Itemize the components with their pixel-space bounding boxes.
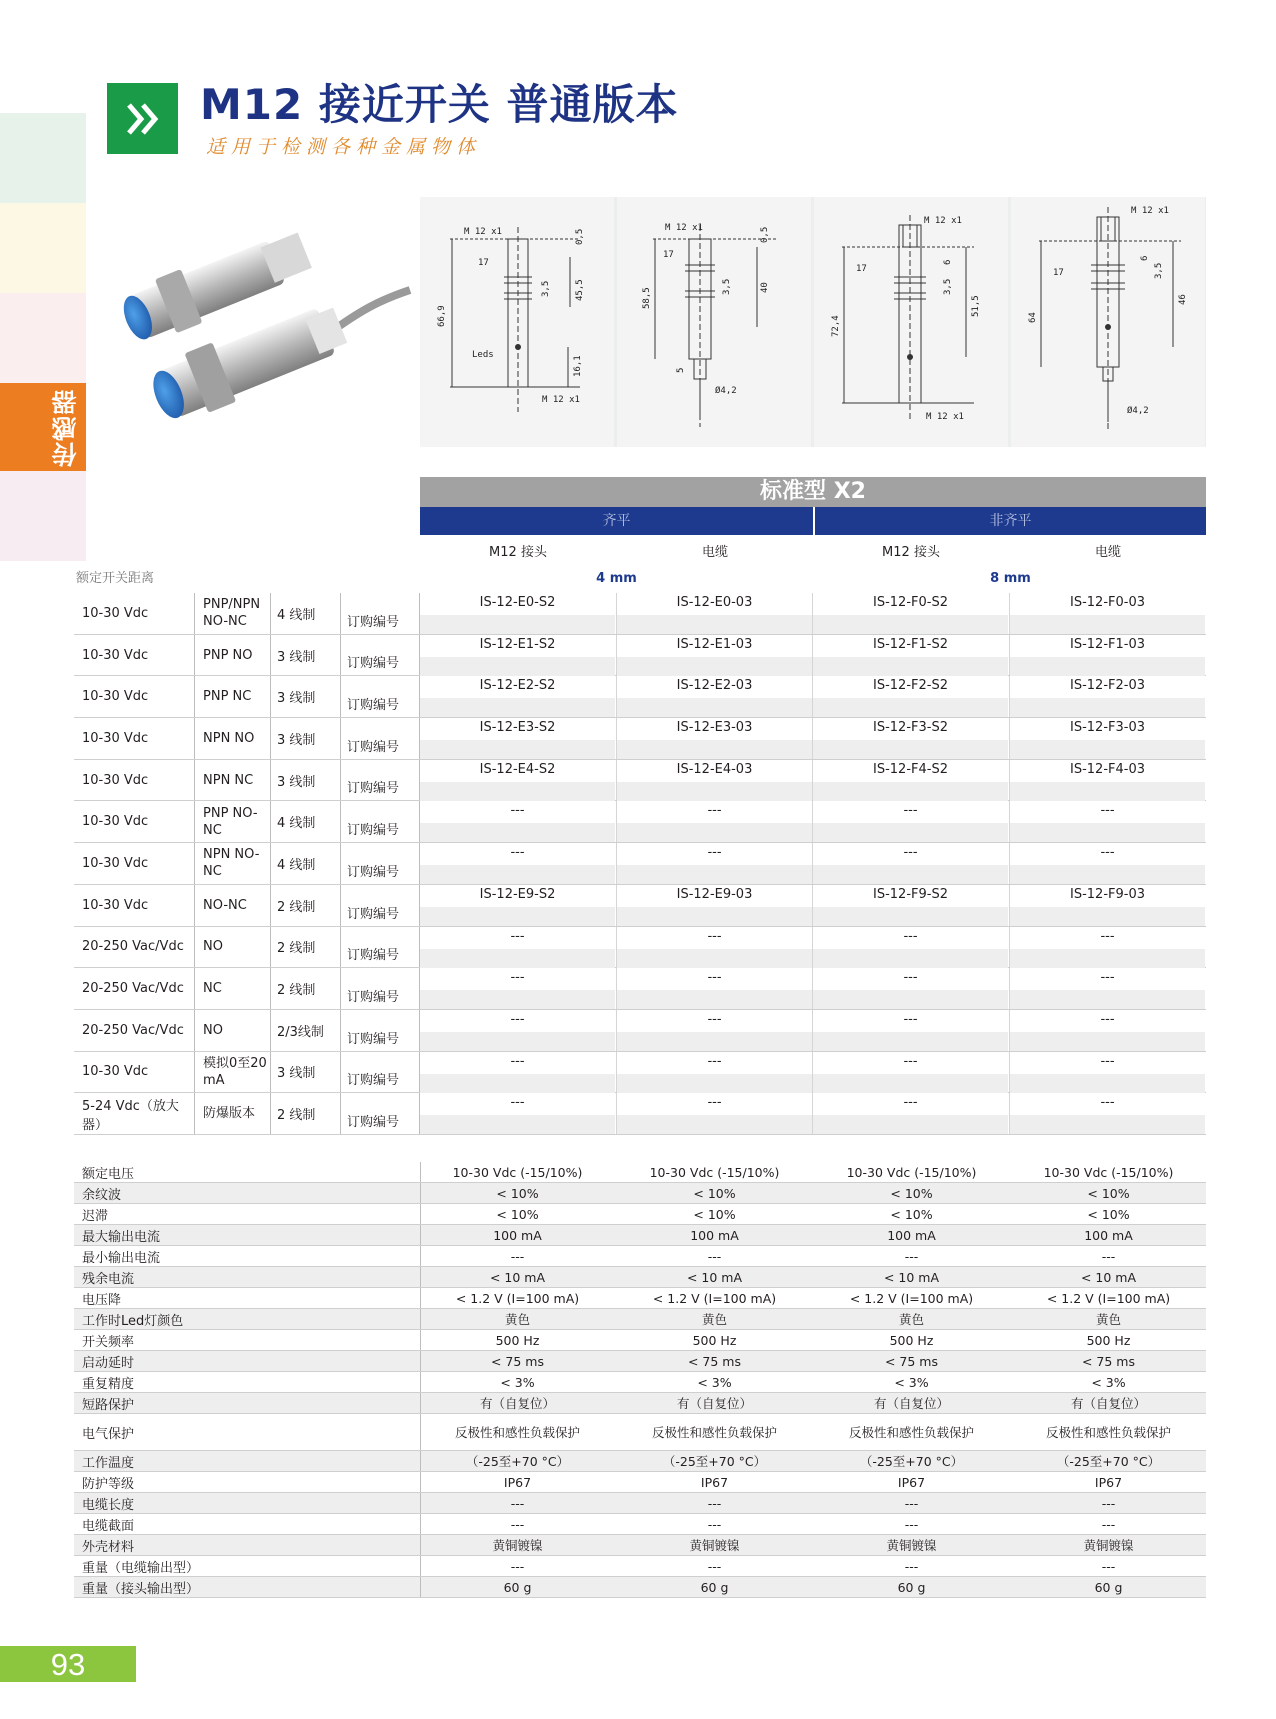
spec-value: --- (707, 1248, 722, 1264)
model-code: IS-12-F1-03 (1070, 636, 1145, 652)
spec-value: 500 Hz (495, 1332, 540, 1348)
spec-row (74, 1556, 1206, 1577)
spec-value: 10-30 Vdc (-15/10%) (1043, 1164, 1174, 1180)
spec-value: （-25至+70 °C） (859, 1454, 964, 1469)
row-order-label: 订购编号 (347, 656, 400, 672)
spec-value: --- (904, 1495, 919, 1511)
model-code: --- (903, 845, 918, 861)
row-type: NC (203, 981, 222, 997)
d4-dim-b: 3,5 (1154, 262, 1164, 279)
spec-label: 开关频率 (82, 1334, 135, 1350)
spec-value: 60 g (1094, 1579, 1123, 1595)
spec-value: < 10% (890, 1185, 933, 1201)
row-voltage: 10-30 Vdc (82, 1064, 149, 1080)
spec-row (74, 1514, 1206, 1535)
model-code: IS-12-F3-03 (1070, 720, 1145, 736)
spec-value: 有（自复位） (873, 1396, 949, 1411)
spec-value: < 1.2 V (I=100 mA) (849, 1290, 974, 1306)
spec-value: （-25至+70 °C） (465, 1454, 570, 1469)
model-code: IS-12-E2-S2 (479, 678, 556, 694)
row-voltage: 10-30 Vdc (82, 814, 149, 830)
row-wires: 2 线制 (277, 899, 316, 915)
drawing-nonflush-cable (1011, 197, 1205, 447)
table-row (74, 968, 1206, 1010)
row-type: NO (203, 939, 223, 955)
spec-value: < 3% (500, 1374, 535, 1390)
row-order-label: 订购编号 (347, 1073, 400, 1089)
row-type: NPN NC (203, 772, 254, 788)
spec-value: --- (1101, 1248, 1116, 1264)
row-order-label: 订购编号 (347, 1031, 400, 1047)
row-order-label: 订购编号 (347, 781, 400, 797)
row-wires: 2 线制 (277, 1108, 316, 1124)
model-code: IS-12-F9-03 (1070, 886, 1145, 902)
spec-value: 10-30 Vdc (-15/10%) (846, 1164, 977, 1180)
spec-row (74, 1162, 1206, 1183)
dimension-drawings (420, 197, 1206, 447)
spec-row (74, 1330, 1206, 1351)
spec-value: 60 g (897, 1579, 926, 1595)
spec-label: 启动延时 (82, 1355, 135, 1371)
spec-value: < 10% (1087, 1206, 1130, 1222)
d1-dim-b: 3,5 (541, 280, 551, 297)
spec-value: 10-30 Vdc (-15/10%) (452, 1164, 583, 1180)
model-code: IS-12-E0-03 (676, 595, 753, 610)
spec-value: --- (510, 1248, 525, 1264)
model-code: IS-12-E0-S2 (479, 595, 556, 610)
drawing-flush-cable (617, 197, 811, 447)
spec-value: --- (1101, 1558, 1116, 1574)
model-code: --- (903, 928, 918, 944)
page-number: 93 (0, 1646, 136, 1682)
row-voltage: 10-30 Vdc (82, 647, 149, 663)
table-row (74, 927, 1206, 969)
spec-value: 黄色 (504, 1312, 530, 1327)
model-code: --- (707, 803, 722, 819)
row-voltage: 10-30 Vdc (82, 897, 149, 913)
model-code: IS-12-E4-03 (676, 761, 753, 777)
spec-row (74, 1535, 1206, 1556)
spec-label: 迟滞 (82, 1208, 109, 1224)
row-wires: 4 线制 (277, 816, 316, 832)
group-nonflush: 非齐平 (815, 507, 1206, 535)
spec-value: 黄色 (1095, 1312, 1121, 1327)
row-wires: 4 线制 (277, 857, 316, 873)
spec-label: 额定电压 (82, 1166, 135, 1182)
d1-thread-label: M 12 x1 (464, 227, 502, 237)
row-type: NO-NC (203, 897, 247, 913)
model-code: IS-12-E9-03 (676, 886, 753, 902)
conn-header-2: 电缆 (701, 545, 728, 560)
table-row (74, 801, 1206, 843)
spec-row (74, 1267, 1206, 1288)
row-type: PNP NC (203, 689, 252, 705)
spec-value: IP67 (1094, 1474, 1123, 1490)
spec-value: --- (904, 1248, 919, 1264)
model-code: --- (707, 1095, 722, 1111)
row-wires: 3 线制 (277, 1066, 316, 1082)
spec-label: 防护等级 (82, 1476, 135, 1492)
table-row (74, 760, 1206, 802)
spec-value: --- (904, 1558, 919, 1574)
d3-dim-c: 51,5 (971, 295, 981, 317)
spec-value: 100 mA (690, 1227, 739, 1243)
spec-label: 工作温度 (82, 1455, 135, 1471)
row-voltage: 10-30 Vdc (82, 730, 149, 746)
d2-cable-label: Ø4,2 (715, 386, 737, 396)
model-code: IS-12-E3-03 (676, 720, 753, 736)
spec-value: --- (1101, 1495, 1116, 1511)
row-type: NPN NO-NC (203, 847, 260, 880)
spec-value: IP67 (897, 1474, 926, 1490)
d1-dim-total: 66,9 (437, 305, 447, 327)
spec-value: 10-30 Vdc (-15/10%) (649, 1164, 780, 1180)
row-wires: 2 线制 (277, 983, 316, 999)
model-code: --- (707, 928, 722, 944)
spec-label: 残余电流 (82, 1271, 135, 1287)
spec-value: 有（自复位） (676, 1396, 752, 1411)
spec-label: 电气保护 (82, 1426, 135, 1442)
model-code: --- (510, 1095, 525, 1111)
model-code: IS-12-E1-03 (676, 636, 753, 652)
model-code: --- (510, 1011, 525, 1027)
d1-leds-label: Leds (472, 350, 494, 360)
spec-value: < 3% (894, 1374, 929, 1390)
spec-row (74, 1451, 1206, 1472)
d3-wrench-label: 17 (856, 264, 867, 274)
spec-label: 工作时Led灯颜色 (82, 1313, 184, 1329)
row-order-label: 订购编号 (347, 1114, 400, 1130)
table-row (74, 885, 1206, 927)
product-photo (80, 230, 420, 460)
model-code: IS-12-E9-S2 (479, 886, 556, 902)
spec-value: --- (1101, 1516, 1116, 1532)
model-code: --- (510, 803, 525, 819)
spec-value: --- (510, 1558, 525, 1574)
spec-label: 余纹波 (82, 1187, 122, 1203)
row-wires: 4 线制 (277, 607, 316, 623)
side-strip-2 (0, 203, 86, 293)
spec-value: 100 mA (887, 1227, 936, 1243)
d1-dim-c: 45,5 (575, 279, 585, 301)
side-strip-3 (0, 293, 86, 383)
model-code: --- (1100, 1095, 1115, 1111)
conn-header-3: M12 接头 (882, 545, 940, 560)
row-wires: 2/3线制 (277, 1024, 324, 1040)
group-flush: 齐平 (420, 507, 813, 535)
spec-value: < 10 mA (489, 1269, 546, 1285)
row-order-label: 订购编号 (347, 864, 400, 880)
spec-value: < 75 ms (687, 1353, 741, 1369)
model-code: IS-12-F4-S2 (873, 761, 948, 777)
row-order-label: 订购编号 (347, 906, 400, 922)
spec-value: 有（自复位） (479, 1396, 555, 1411)
d4-dim-c: 46 (1178, 294, 1188, 305)
d1-thread2-label: M 12 x1 (542, 395, 580, 405)
spec-value: < 10% (496, 1206, 539, 1222)
row-type: PNP/NPN NO-NC (203, 597, 261, 630)
spec-value: < 10 mA (686, 1269, 743, 1285)
table-row (74, 1052, 1206, 1094)
d3-dim-b: 3,5 (943, 278, 953, 295)
drawing-nonflush-connector (814, 197, 1008, 447)
d2-dim-d: 5 (676, 367, 686, 373)
spec-row (74, 1225, 1206, 1246)
spec-row (74, 1493, 1206, 1514)
model-code: IS-12-F2-03 (1070, 678, 1145, 694)
distance-nonflush: 8 mm (990, 571, 1031, 586)
spec-label: 电缆长度 (82, 1497, 135, 1513)
d2-dim-a: 0,5 (760, 226, 770, 243)
model-code: IS-12-E1-S2 (479, 636, 556, 652)
model-code: --- (510, 970, 525, 986)
spec-value: < 10 mA (883, 1269, 940, 1285)
model-code: --- (903, 970, 918, 986)
row-type: NPN NO (203, 730, 255, 746)
spec-value: --- (510, 1495, 525, 1511)
spec-value: < 3% (697, 1374, 732, 1390)
d1-wrench-label: 17 (478, 258, 489, 268)
page-subtitle: 适用于检测各种金属物体 (206, 136, 482, 158)
model-code: IS-12-E4-S2 (479, 761, 556, 777)
spec-value: IP67 (503, 1474, 532, 1490)
spec-row (74, 1472, 1206, 1493)
spec-value: 500 Hz (692, 1332, 737, 1348)
row-order-label: 订购编号 (347, 698, 400, 714)
spec-row (74, 1288, 1206, 1309)
model-code: --- (510, 845, 525, 861)
spec-row (74, 1183, 1206, 1204)
order-rows (74, 593, 1206, 1135)
table-row (74, 1010, 1206, 1052)
distance-flush: 4 mm (596, 571, 637, 586)
d3-dim-a: 6 (943, 259, 953, 265)
spec-value: < 10% (693, 1185, 736, 1201)
spec-value: < 75 ms (884, 1353, 938, 1369)
side-strip-1 (0, 113, 86, 203)
table-row (74, 676, 1206, 718)
model-code: --- (1100, 970, 1115, 986)
spec-row (74, 1414, 1206, 1451)
spec-label: 重量（电缆输出型） (82, 1560, 200, 1576)
row-type: NO (203, 1022, 223, 1038)
spec-value: 黄铜镀镍 (1083, 1538, 1134, 1553)
spec-value: < 1.2 V (I=100 mA) (1046, 1290, 1171, 1306)
side-strip-5 (0, 471, 86, 561)
spec-value: --- (707, 1558, 722, 1574)
spec-label: 外壳材料 (82, 1539, 135, 1555)
model-code: IS-12-F9-S2 (873, 886, 948, 902)
spec-value: 黄色 (898, 1312, 924, 1327)
row-order-label: 订购编号 (347, 614, 400, 630)
spec-value: < 10% (693, 1206, 736, 1222)
spec-row (74, 1204, 1206, 1225)
row-voltage: 10-30 Vdc (82, 605, 149, 621)
model-code: IS-12-F1-S2 (873, 636, 948, 652)
spec-label: 最大输出电流 (82, 1229, 161, 1245)
spec-value: 反极性和感性负载保护 (848, 1425, 974, 1440)
spec-row (74, 1577, 1206, 1598)
row-voltage: 20-250 Vac/Vdc (82, 939, 184, 955)
row-order-label: 订购编号 (347, 989, 400, 1005)
spec-value: 黄铜镀镍 (492, 1538, 543, 1553)
d3-thread2-label: M 12 x1 (926, 412, 964, 422)
model-code: --- (1100, 1011, 1115, 1027)
spec-value: --- (510, 1516, 525, 1532)
d1-dim-d: 16,1 (573, 355, 583, 377)
spec-value: < 10 mA (1080, 1269, 1137, 1285)
row-type: 模拟0至20 mA (203, 1055, 267, 1088)
row-order-label: 订购编号 (347, 948, 400, 964)
row-order-label: 订购编号 (347, 739, 400, 755)
spec-label: 电压降 (82, 1292, 122, 1308)
model-code: IS-12-E2-03 (676, 678, 753, 694)
spec-value: --- (707, 1516, 722, 1532)
spec-row (74, 1246, 1206, 1267)
spec-row (74, 1351, 1206, 1372)
row-wires: 3 线制 (277, 649, 316, 665)
model-code: --- (1100, 803, 1115, 819)
spec-row (74, 1393, 1206, 1414)
spec-label: 短路保护 (82, 1397, 135, 1413)
page-title: M12 接近开关 普通版本 (200, 80, 679, 129)
model-code: --- (707, 1053, 722, 1069)
spec-label: 重复精度 (82, 1376, 135, 1392)
d2-wrench-label: 17 (663, 250, 674, 260)
spec-value: < 1.2 V (I=100 mA) (455, 1290, 580, 1306)
model-code: IS-12-F0-03 (1070, 595, 1145, 610)
row-order-label: 订购编号 (347, 823, 400, 839)
model-code: --- (707, 1011, 722, 1027)
model-code: --- (903, 803, 918, 819)
spec-value: < 10% (1087, 1185, 1130, 1201)
model-code: --- (903, 1053, 918, 1069)
model-code: --- (707, 845, 722, 861)
model-code: --- (510, 1053, 525, 1069)
model-code: IS-12-F2-S2 (873, 678, 948, 694)
model-code: --- (903, 1095, 918, 1111)
row-type: PNP NO-NC (203, 805, 258, 838)
spec-value: 反极性和感性负载保护 (454, 1425, 580, 1440)
d3-thread-label: M 12 x1 (924, 216, 962, 226)
row-type: PNP NO (203, 647, 253, 663)
model-code: --- (903, 1011, 918, 1027)
d1-dim-a: 0,5 (575, 228, 585, 245)
spec-value: 反极性和感性负载保护 (651, 1425, 777, 1440)
spec-value: （-25至+70 °C） (662, 1454, 767, 1469)
spec-value: < 3% (1091, 1374, 1126, 1390)
spec-value: < 10% (496, 1185, 539, 1201)
spec-value: < 10% (890, 1206, 933, 1222)
row-voltage: 20-250 Vac/Vdc (82, 981, 184, 997)
spec-value: 黄色 (701, 1312, 727, 1327)
spec-value: < 1.2 V (I=100 mA) (652, 1290, 777, 1306)
d2-dim-b: 3,5 (722, 278, 732, 295)
row-wires: 3 线制 (277, 691, 316, 707)
spec-value: IP67 (700, 1474, 729, 1490)
d4-cable-label: Ø4,2 (1127, 406, 1149, 416)
chevron-logo-icon (107, 83, 178, 154)
model-code: --- (707, 970, 722, 986)
spec-value: 100 mA (493, 1227, 542, 1243)
spec-value: 60 g (503, 1579, 532, 1595)
d4-dim-a: 6 (1140, 255, 1150, 261)
d4-dim-total: 64 (1028, 312, 1038, 323)
model-code: --- (510, 928, 525, 944)
table-row (74, 1093, 1206, 1135)
spec-label: 重量（接头输出型） (82, 1581, 200, 1597)
spec-value: --- (707, 1495, 722, 1511)
row-wires: 2 线制 (277, 941, 316, 957)
d2-dim-total: 58,5 (642, 287, 652, 309)
spec-value: 60 g (700, 1579, 729, 1595)
standard-header: 标准型 X2 (420, 477, 1206, 507)
row-voltage: 10-30 Vdc (82, 855, 149, 871)
spec-row (74, 1372, 1206, 1393)
model-code: --- (1100, 845, 1115, 861)
drawing-flush-connector (420, 197, 614, 447)
d3-dim-total: 72,4 (831, 315, 841, 337)
spec-value: < 75 ms (490, 1353, 544, 1369)
model-code: IS-12-F3-S2 (873, 720, 948, 736)
spec-value: < 75 ms (1081, 1353, 1135, 1369)
spec-label: 电缆截面 (82, 1518, 135, 1534)
table-row (74, 593, 1206, 635)
model-code: IS-12-F4-03 (1070, 761, 1145, 777)
row-wires: 3 线制 (277, 732, 316, 748)
spec-value: 反极性和感性负载保护 (1045, 1425, 1171, 1440)
conn-header-1: M12 接头 (489, 545, 547, 560)
row-wires: 3 线制 (277, 774, 316, 790)
conn-header-4: 电缆 (1094, 545, 1121, 560)
spec-value: 黄铜镀镍 (886, 1538, 937, 1553)
d2-dim-c: 40 (760, 282, 770, 293)
model-code: --- (1100, 928, 1115, 944)
spec-table (74, 1162, 1206, 1598)
spec-value: 有（自复位） (1070, 1396, 1146, 1411)
spec-label: 最小输出电流 (82, 1250, 161, 1266)
spec-value: 100 mA (1084, 1227, 1133, 1243)
spec-row (74, 1309, 1206, 1330)
d2-thread-label: M 12 x1 (665, 223, 703, 233)
row-type: 防爆版本 (203, 1106, 256, 1122)
d4-thread-label: M 12 x1 (1131, 206, 1169, 216)
spec-value: --- (904, 1516, 919, 1532)
row-voltage: 10-30 Vdc (82, 772, 149, 788)
distance-label: 额定开关距离 (76, 571, 155, 586)
table-row (74, 843, 1206, 885)
table-row (74, 635, 1206, 677)
spec-value: （-25至+70 °C） (1056, 1454, 1161, 1469)
model-code: IS-12-F0-S2 (873, 595, 948, 610)
table-row (74, 718, 1206, 760)
row-voltage: 5-24 Vdc（放大器） (82, 1098, 179, 1133)
model-code: IS-12-E3-S2 (479, 720, 556, 736)
d4-wrench-label: 17 (1053, 268, 1064, 278)
row-voltage: 10-30 Vdc (82, 689, 149, 705)
spec-value: 500 Hz (1086, 1332, 1131, 1348)
spec-value: 黄铜镀镍 (689, 1538, 740, 1553)
row-voltage: 20-250 Vac/Vdc (82, 1022, 184, 1038)
spec-value: 500 Hz (889, 1332, 934, 1348)
model-code: --- (1100, 1053, 1115, 1069)
category-label: 传感器 (51, 389, 80, 467)
